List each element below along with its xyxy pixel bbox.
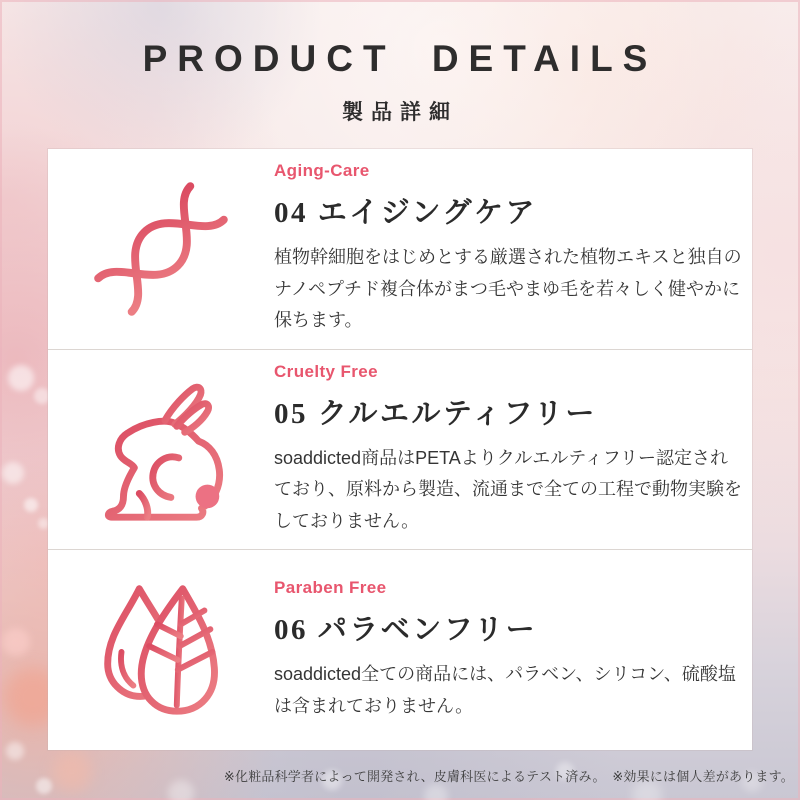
feature-description: 植物幹細胞をはじめとする厳選された植物エキスと独自のナノペプチド複合体がまつ毛やまゆ毛を若々しく健やかに保ちます。 bbox=[274, 246, 742, 331]
feature-heading: 05 クルエルティフリー bbox=[274, 397, 597, 430]
feature-description: soaddicted商品はPETAよりクルエルティフリー認定されており、原料から製造、流通まで全ての工程で動物実験をしておりません。 bbox=[274, 447, 742, 531]
leaf-drop-icon bbox=[48, 571, 274, 729]
dna-icon bbox=[48, 170, 274, 328]
feature-text bbox=[274, 161, 744, 337]
bokeh-circle bbox=[6, 742, 24, 760]
feature-heading: 04 エイジングケア bbox=[274, 196, 537, 229]
header bbox=[0, 38, 800, 126]
feature-text bbox=[274, 362, 744, 538]
feature-description: soaddicted全ての商品には、パラベン、シリコン、硫酸塩は含まれておりません。 bbox=[274, 664, 736, 716]
bokeh-circle bbox=[8, 365, 34, 391]
bokeh-circle bbox=[424, 784, 448, 800]
feature-text bbox=[274, 578, 744, 722]
feature-paraben-free bbox=[48, 549, 752, 750]
bokeh-circle bbox=[2, 628, 30, 656]
feature-label: Paraben Free bbox=[274, 578, 387, 597]
feature-aging-care bbox=[48, 149, 752, 349]
feature-heading: 06 パラベンフリー bbox=[274, 614, 538, 646]
page-title: PRODUCT DETAILS bbox=[142, 38, 658, 79]
rabbit-icon bbox=[48, 371, 274, 529]
page-subtitle: 製品詳細 bbox=[342, 101, 458, 124]
feature-label: Aging-Care bbox=[274, 160, 370, 180]
feature-cruelty-free bbox=[48, 349, 752, 550]
feature-label: Cruelty Free bbox=[274, 361, 379, 381]
bokeh-circle bbox=[24, 498, 38, 512]
bokeh-circle bbox=[2, 462, 24, 484]
product-details-panel bbox=[48, 149, 752, 750]
footnote: ※化粧品科学者によって開発され、皮膚科医によるテスト済み。 ※効果には個人差があります。 bbox=[223, 769, 794, 784]
